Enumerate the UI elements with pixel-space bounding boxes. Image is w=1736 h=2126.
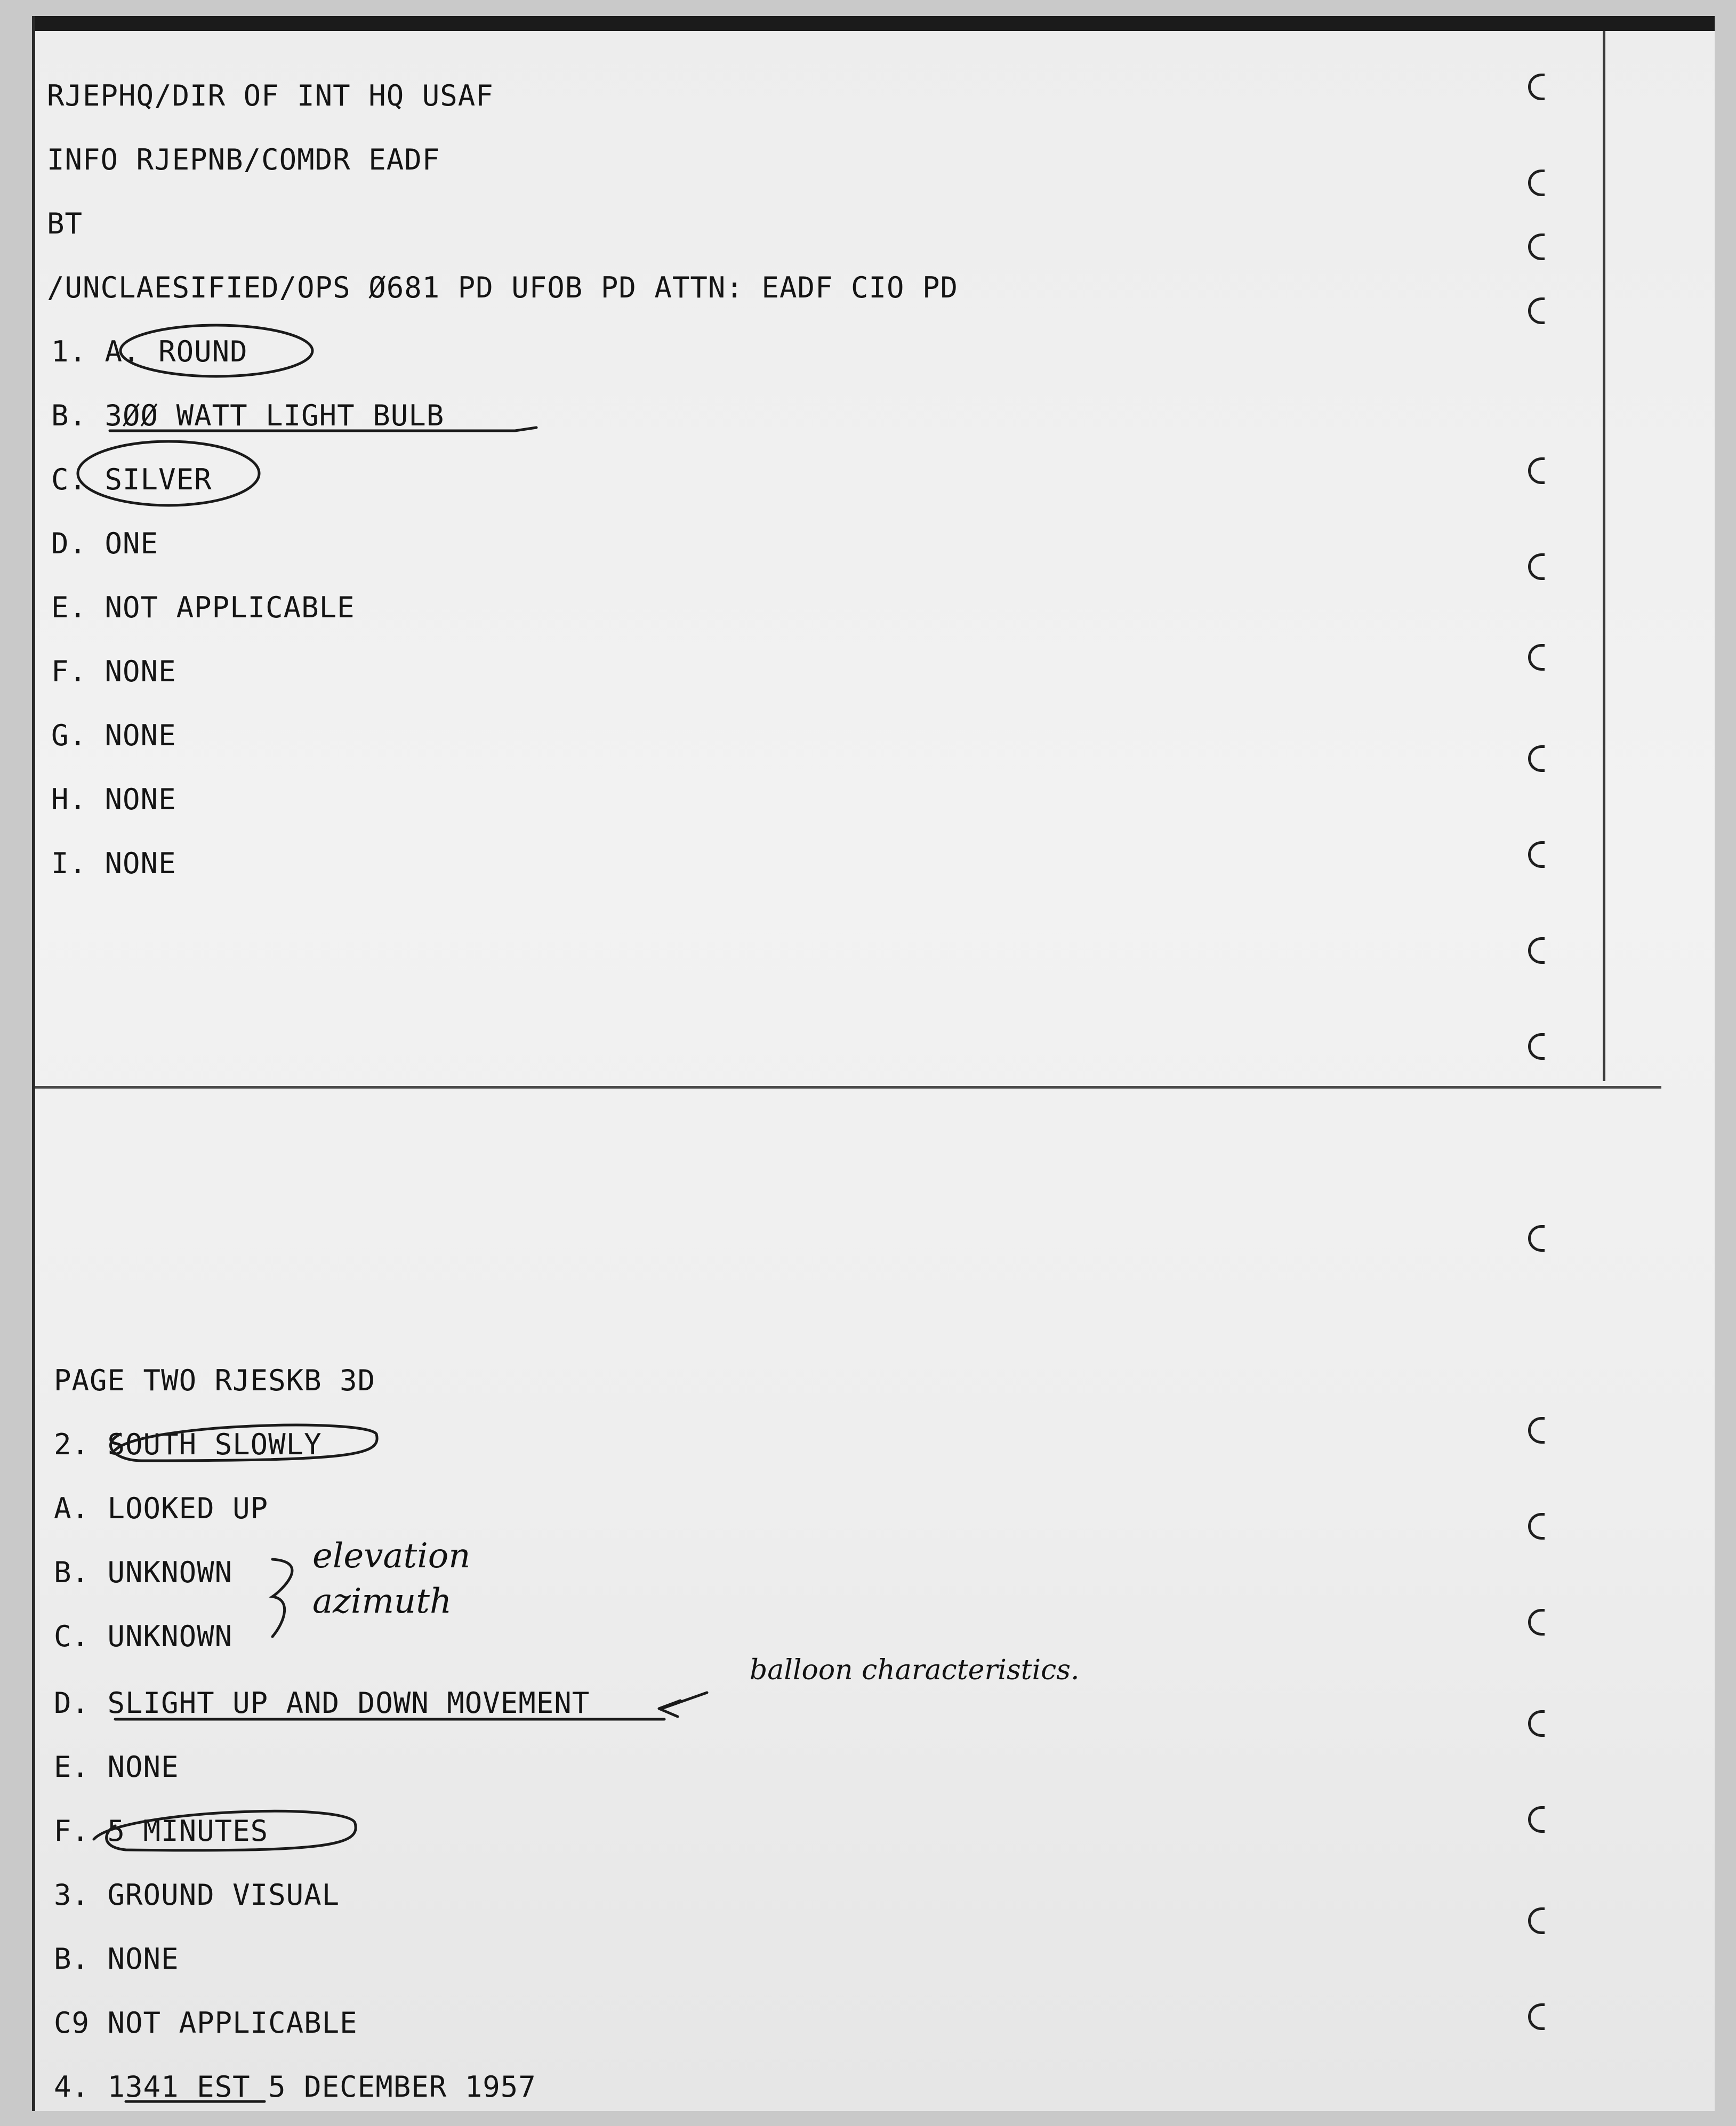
item-2d: D. SLIGHT UP AND DOWN MOVEMENT bbox=[54, 1686, 590, 1720]
item-2c: C. UNKNOWN bbox=[54, 1620, 233, 1653]
item-1e: E. NOT APPLICABLE bbox=[51, 591, 355, 624]
item-1h: H. NONE bbox=[51, 783, 176, 816]
info-line: INFO RJEPNB/COMDR EADF bbox=[47, 143, 440, 176]
pen-annotations bbox=[35, 16, 1715, 2111]
item-4: 4. 1341 EST 5 DECEMBER 1957 bbox=[54, 2070, 536, 2104]
underline-light-bulb bbox=[110, 428, 536, 431]
circle-south-slowly bbox=[110, 1425, 377, 1461]
item-1g: G. NONE bbox=[51, 719, 176, 752]
item-2f: F. 5 MINUTES bbox=[54, 1814, 269, 1848]
routing-line: RJEPHQ/DIR OF INT HQ USAF bbox=[47, 79, 494, 112]
subject-line: /UNCLAESIFIED/OPS Ø681 PD UFOB PD ATTN: EADF CIO PD bbox=[47, 271, 959, 304]
item-1d: D. ONE bbox=[51, 527, 159, 560]
circle-round bbox=[120, 325, 312, 376]
item-1b: B. 3ØØ WATT LIGHT BULB bbox=[51, 399, 445, 432]
item-1c: C. SILVER bbox=[51, 463, 212, 496]
item-1i: I. NONE bbox=[51, 847, 176, 880]
circle-silver bbox=[78, 441, 259, 505]
item-2: 2. SOUTH SLOWLY bbox=[54, 1428, 322, 1461]
handwritten-balloon-note: balloon characteristics. bbox=[750, 1654, 1080, 1686]
handwritten-azimuth: azimuth bbox=[312, 1582, 452, 1621]
arrow-icon bbox=[659, 1693, 707, 1717]
handwritten-elevation: elevation bbox=[312, 1536, 471, 1576]
item-2a: A. LOOKED UP bbox=[54, 1492, 269, 1525]
brace-unknown bbox=[272, 1559, 292, 1637]
item-2b: B. UNKNOWN bbox=[54, 1556, 233, 1589]
circle-five-minutes bbox=[94, 1811, 356, 1850]
teletype-document bbox=[32, 16, 1715, 2111]
item-3b: B. NONE bbox=[54, 1942, 179, 1976]
item-1a: 1. A. ROUND bbox=[51, 335, 248, 368]
item-2e: E. NONE bbox=[54, 1750, 179, 1784]
bt-line: BT bbox=[47, 207, 83, 240]
item-3: 3. GROUND VISUAL bbox=[54, 1878, 340, 1912]
page-two-header: PAGE TWO RJESKB 3D bbox=[54, 1364, 376, 1397]
item-1f: F. NONE bbox=[51, 655, 176, 688]
item-3c: C9 NOT APPLICABLE bbox=[54, 2006, 358, 2040]
